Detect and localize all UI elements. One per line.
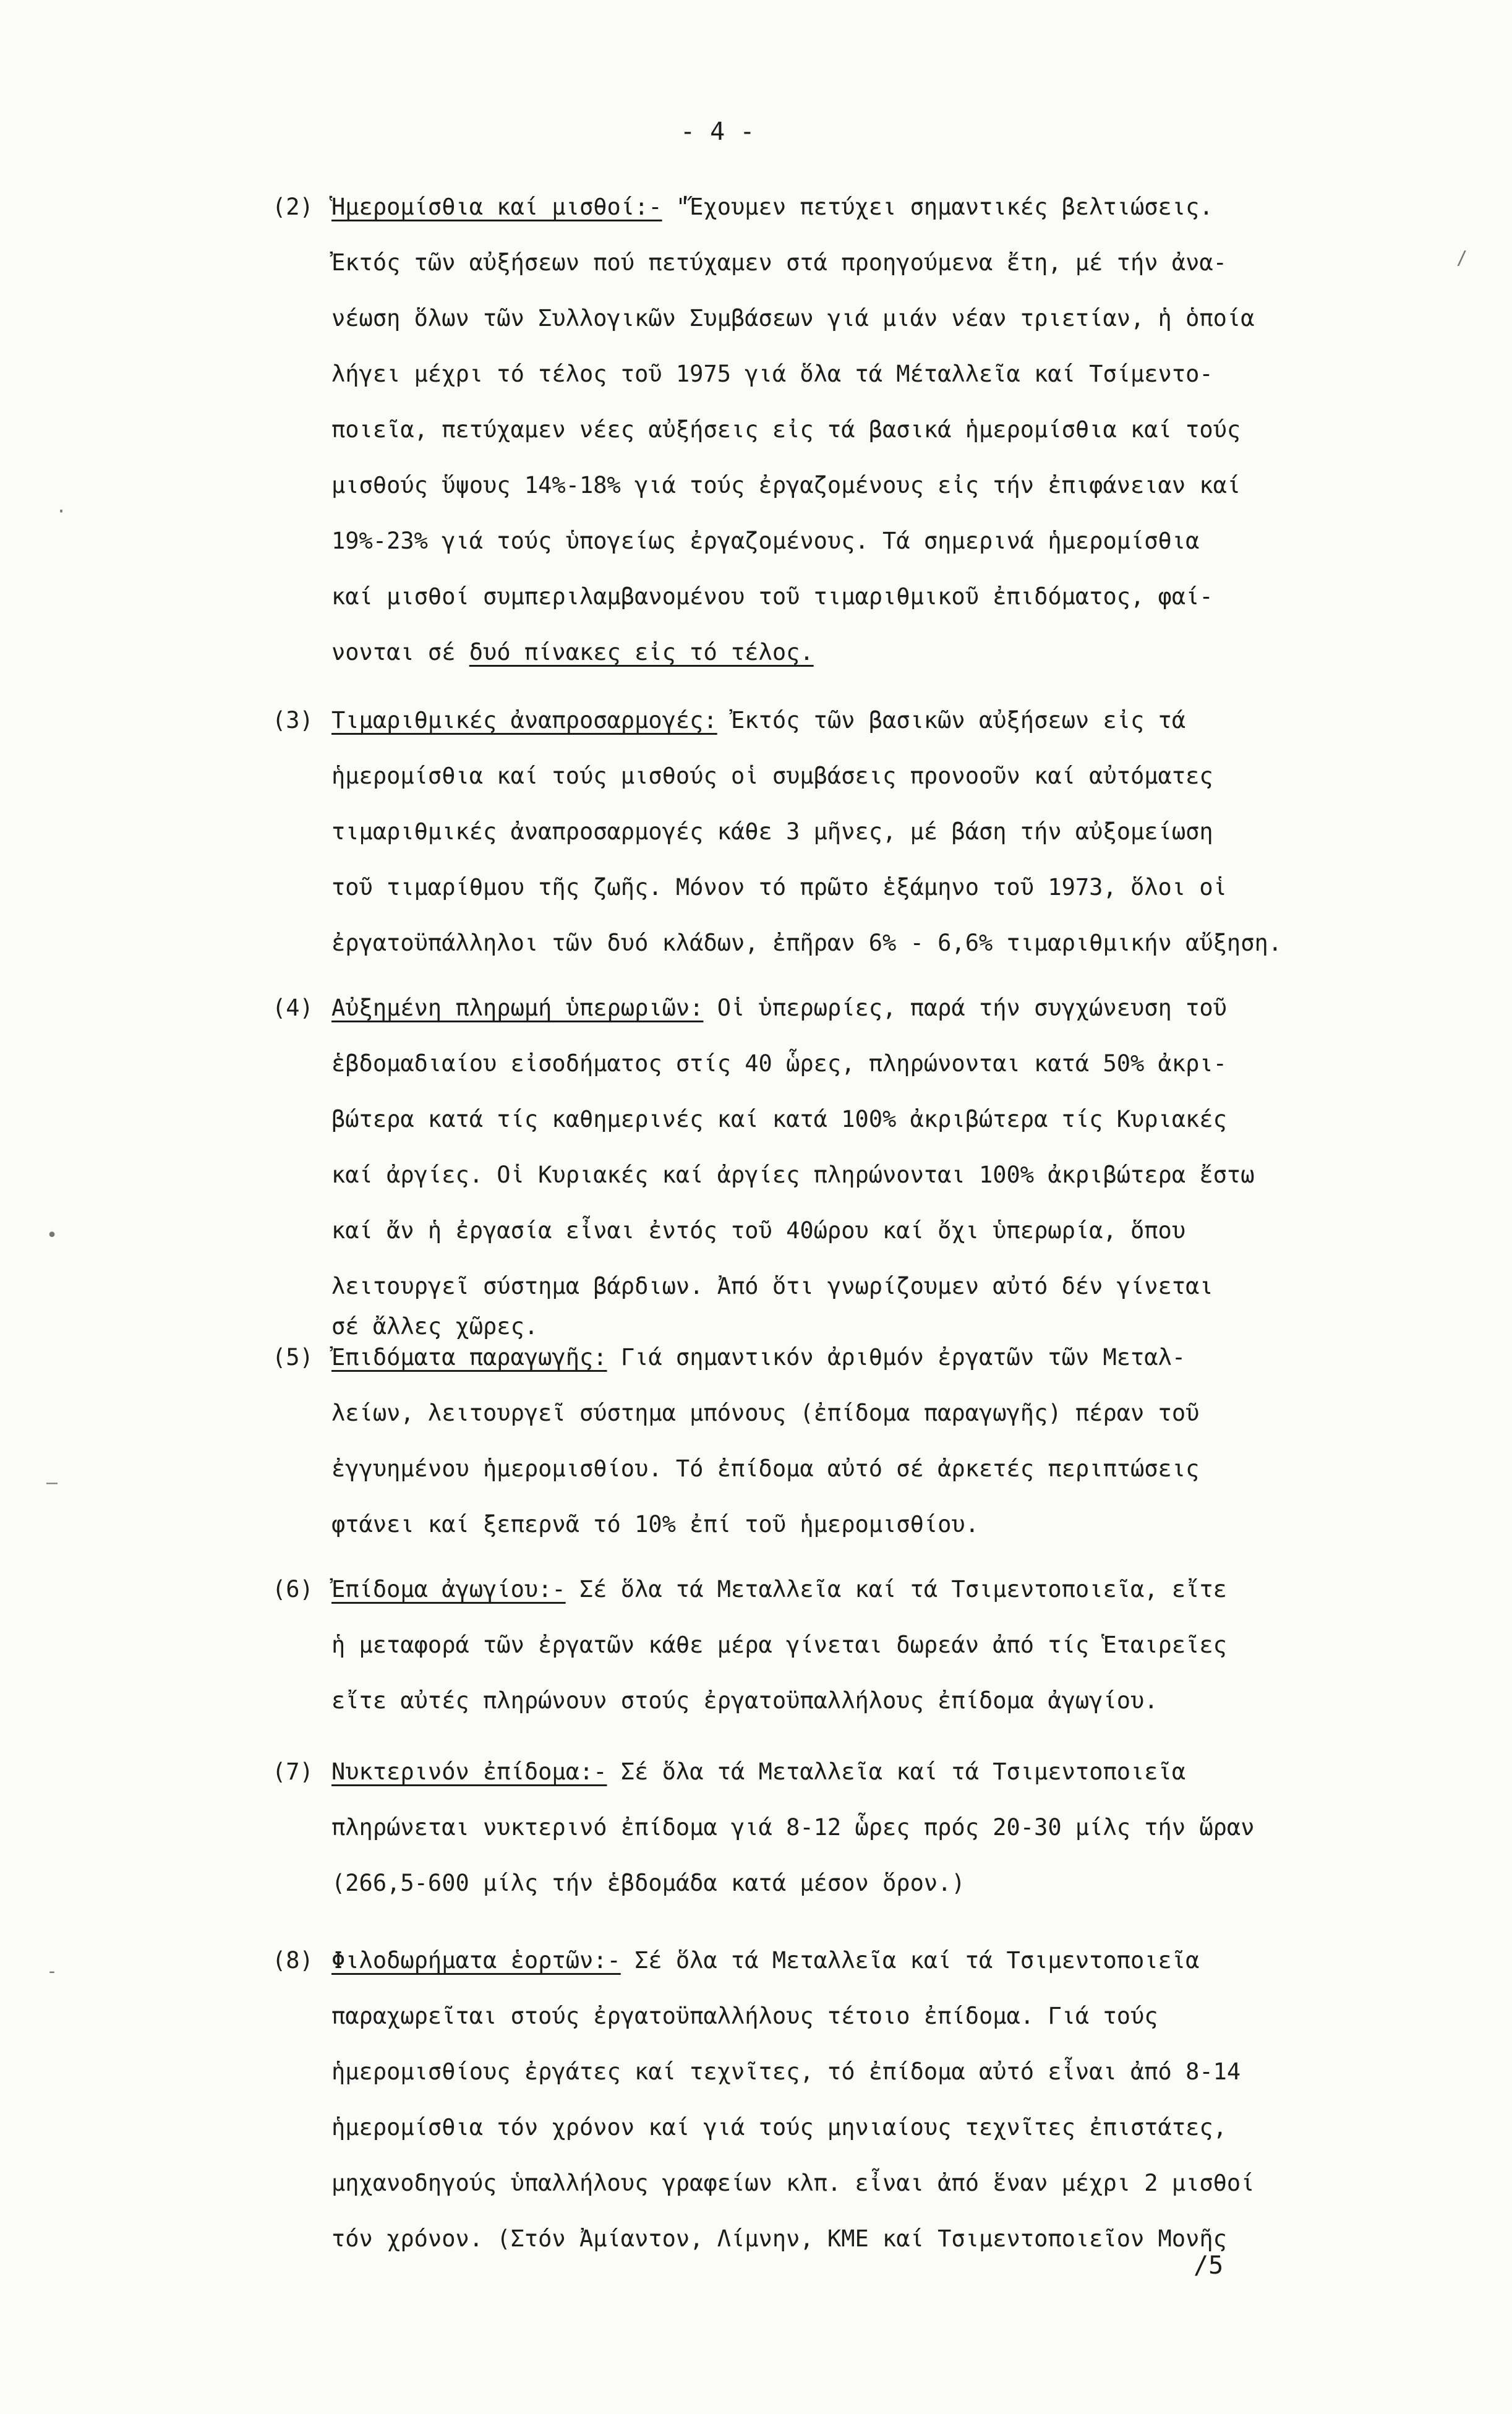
section-first-text: Σέ ὅλα τά Μεταλλεῖα καί τά Τσιμεντοποιεῖα, εἴτε xyxy=(579,1576,1227,1603)
section-heading-line xyxy=(272,1933,1404,1988)
text-line: (266,5-600 μίλς τήν ἑβδομάδα κατά μέσον ὅρον.) xyxy=(331,1870,965,1896)
section-6 xyxy=(272,1562,1404,1729)
section-first-text: Γιά σημαντικόν ἀριθμόν ἐργατῶν τῶν Μεταλ- xyxy=(620,1344,1186,1371)
section-title: Αὐξημένη πληρωμή ὑπερωριῶν: xyxy=(331,995,704,1021)
section-first-text: Ἐκτός τῶν βασικῶν αὐξήσεων εἰς τά xyxy=(731,707,1186,734)
section-number: (2) xyxy=(272,194,314,220)
text-line: Ἐκτός τῶν αὐξήσεων πού πετύχαμεν στά προηγούμενα ἔτη, μέ τήν ἀνα- xyxy=(331,249,1227,276)
text-line: καί ἀργίες. Οἱ Κυριακές καί ἀργίες πληρώνονται 100% ἀκριβώτερα ἔστω xyxy=(331,1162,1255,1188)
next-page-marker: /5 xyxy=(1194,2251,1224,2280)
section-number: (8) xyxy=(272,1947,314,1974)
section-title: Ἡμερομίσθια καί μισθοί:- xyxy=(331,194,662,220)
text-line: 19%-23% γιά τούς ὑπογείως ἐργαζομένους. Τά σημερινά ἡμερομίσθια xyxy=(331,528,1200,554)
section-4 xyxy=(272,980,1404,1339)
section-first-text: Σέ ὅλα τά Μεταλλεῖα καί τά Τσιμεντοποιεῖα xyxy=(620,1758,1186,1785)
text-line: ἡ μεταφορά τῶν ἐργατῶν κάθε μέρα γίνεται δωρεάν ἀπό τίς Ἑταιρεῖες xyxy=(331,1632,1227,1658)
section-number: (4) xyxy=(272,995,314,1021)
text-fragment: νονται σέ xyxy=(331,639,469,666)
section-5 xyxy=(272,1330,1404,1552)
text-line: καί ἄν ἡ ἐργασία εἶναι ἐντός τοῦ 40ώρου καί ὄχι ὑπερωρία, ὅπου xyxy=(331,1217,1186,1244)
text-line: ἑβδομαδιαίου εἰσοδήματος στίς 40 ὧρες, πληρώνονται κατά 50% ἀκρι- xyxy=(331,1050,1227,1077)
text-line: ἐργατοϋπάλληλοι τῶν δυό κλάδων, ἐπῆραν 6% - 6,6% τιμαριθμικήν αὔξηση. xyxy=(331,930,1283,956)
text-line: λείων, λειτουργεῖ σύστημα μπόνους (ἐπίδομα παραγωγῆς) πέραν τοῦ xyxy=(331,1400,1200,1426)
scan-mark: - xyxy=(46,1961,58,1982)
text-line: πληρώνεται νυκτερινό ἐπίδομα γιά 8-12 ὧρες πρός 20-30 μίλς τήν ὥραν xyxy=(331,1814,1255,1841)
text-line: μηχανοδηγούς ὑπαλλήλους γραφείων κλπ. εἶναι ἀπό ἕναν μέχρι 2 μισθοί xyxy=(331,2170,1255,2196)
section-title: Ἐπίδομα ἀγωγίου:- xyxy=(331,1576,566,1603)
text-line: εἴτε αὐτές πληρώνουν στούς ἐργατοϋπαλλήλους ἐπίδομα ἀγωγίου. xyxy=(331,1687,1158,1714)
section-heading-line xyxy=(272,693,1404,748)
section-heading-line xyxy=(272,1330,1404,1385)
text-line: ἡμερομίσθια τόν χρόνον καί γιά τούς μηνιαίους τεχνῖτες ἐπιστάτες, xyxy=(331,2114,1227,2141)
text-line: ποιεῖα, πετύχαμεν νέες αὐξήσεις εἰς τά βασικά ἡμερομίσθια καί τούς xyxy=(331,416,1241,443)
text-line: τοῦ τιμαρίθμου τῆς ζωῆς. Μόνον τό πρῶτο ἑξάμηνο τοῦ 1973, ὅλοι οἱ xyxy=(331,874,1227,901)
section-heading-line xyxy=(272,1744,1404,1800)
section-number: (5) xyxy=(272,1344,314,1371)
section-number: (7) xyxy=(272,1758,314,1785)
section-2 xyxy=(272,179,1404,680)
section-title: Ἐπιδόματα παραγωγῆς: xyxy=(331,1344,607,1371)
scan-mark: • xyxy=(46,1225,58,1246)
text-line: ἡμερομίσθια καί τούς μισθούς οἱ συμβάσεις προνοοῦν καί αὐτόματες xyxy=(331,763,1213,789)
section-heading-line xyxy=(272,980,1404,1036)
section-heading-line xyxy=(272,179,1404,235)
section-number: (6) xyxy=(272,1576,314,1603)
section-number: (3) xyxy=(272,707,314,734)
text-line: λειτουργεῖ σύστημα βάρδιων. Ἀπό ὅτι γνωρίζουμεν αὐτό δέν γίνεται xyxy=(331,1273,1213,1299)
section-title: Τιμαριθμικές ἀναπροσαρμογές: xyxy=(331,707,717,734)
scan-mark: — xyxy=(46,1472,58,1494)
text-line: ἡμερομισθίους ἐργάτες καί τεχνῖτες, τό ἐπίδομα αὐτό εἶναι ἀπό 8-14 xyxy=(331,2058,1241,2085)
text-line: μισθούς ὕψους 14%-18% γιά τούς ἐργαζομένους εἰς τήν ἐπιφάνειαν καί xyxy=(331,472,1241,499)
text-line: τιμαριθμικές ἀναπροσαρμογές κάθε 3 μῆνες, μέ βάση τήν αὐξομείωση xyxy=(331,818,1213,845)
section-title: Νυκτερινόν ἐπίδομα:- xyxy=(331,1758,607,1785)
text-line: βώτερα κατά τίς καθημερινές καί κατά 100% ἀκριβώτερα τίς Κυριακές xyxy=(331,1106,1227,1132)
scan-mark: / xyxy=(1456,247,1468,269)
section-7 xyxy=(272,1744,1404,1911)
section-title: Φιλοδωρήματα ἑορτῶν:- xyxy=(331,1947,621,1974)
section-first-text: Σέ ὅλα τά Μεταλλεῖα καί τά Τσιμεντοποιεῖα xyxy=(634,1947,1200,1974)
text-line: σέ ἄλλες χῶρες. xyxy=(331,1313,539,1340)
text-line: τόν χρόνον. (Στόν Ἀμίαντον, Λίμνην, ΚΜΕ καί Τσιμεντοποιεῖον Μονῆς xyxy=(331,2225,1227,2252)
section-3 xyxy=(272,693,1404,971)
text-line: ἐγγυημένου ἡμερομισθίου. Τό ἐπίδομα αὐτό σέ ἀρκετές περιπτώσεις xyxy=(331,1455,1200,1482)
underlined-reference: δυό πίνακες εἰς τό τέλος. xyxy=(469,639,814,666)
page-number: - 4 - xyxy=(680,118,755,146)
section-heading-line xyxy=(272,1562,1404,1617)
text-line: παραχωρεῖται στούς ἐργατοϋπαλλήλους τέτοιο ἐπίδομα. Γιά τούς xyxy=(331,2003,1158,2029)
text-line: λήγει μέχρι τό τέλος τοῦ 1975 γιά ὅλα τά Μέταλλεῖα καί Τσίμεντο- xyxy=(331,361,1213,387)
text-line xyxy=(272,625,1404,680)
text-line: φτάνει καί ξεπερνᾶ τό 10% ἐπί τοῦ ἡμερομισθίου. xyxy=(331,1511,979,1538)
section-8 xyxy=(272,1933,1404,2267)
section-first-text: "Ἔχουμεν πετύχει σημαντικές βελτιώσεις. xyxy=(675,194,1213,220)
text-line: νέωση ὅλων τῶν Συλλογικῶν Συμβάσεων γιά μιάν νέαν τριετίαν, ἡ ὁποία xyxy=(331,305,1255,332)
section-first-text: Οἱ ὑπερωρίες, παρά τήν συγχώνευση τοῦ xyxy=(717,995,1227,1021)
text-line: καί μισθοί συμπεριλαμβανομένου τοῦ τιμαριθμικοῦ ἐπιδόματος, φαί- xyxy=(331,583,1213,610)
scan-mark: · xyxy=(56,501,67,523)
